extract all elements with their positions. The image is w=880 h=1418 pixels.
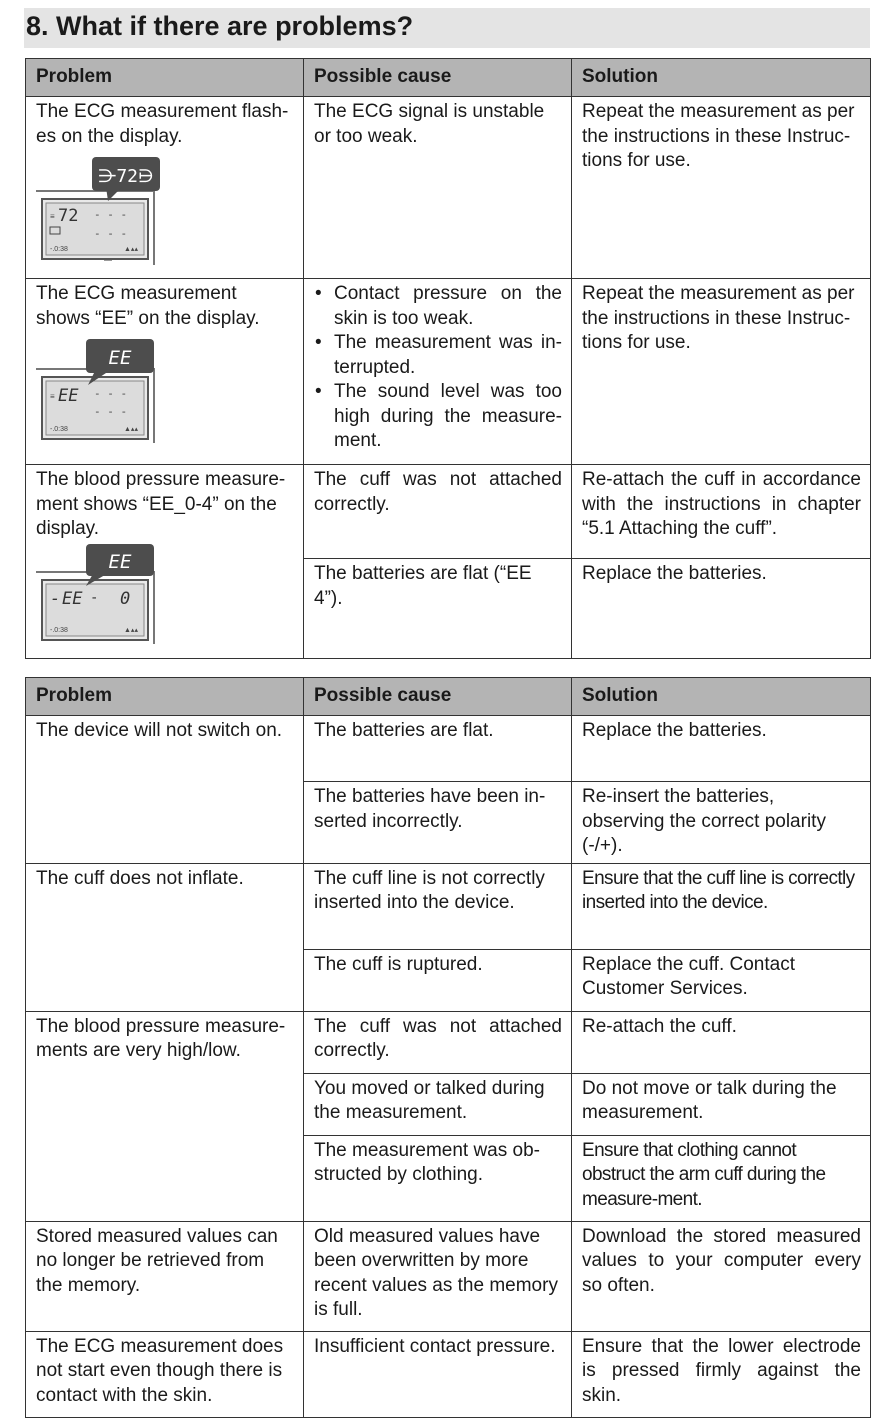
lcd-digit: 0 xyxy=(120,588,131,609)
problem-text: Stored measured values can no longer be retrieved from the memory. xyxy=(36,1225,278,1296)
svg-text:- - -: - - - xyxy=(94,387,128,400)
problem-text: The ECG measurement shows “EE” on the display. xyxy=(36,283,260,329)
cause-cell xyxy=(304,1331,572,1417)
svg-text:-.0:38: -.0:38 xyxy=(50,426,68,433)
problem-cell xyxy=(26,1011,304,1221)
problem-text: The device will not switch on. xyxy=(36,720,283,741)
header-problem: Problem xyxy=(26,678,304,716)
solution-cell xyxy=(572,1073,871,1135)
cause-cell xyxy=(304,949,572,1011)
solution-text: Ensure that clothing cannot obstruct the arm cuff during the measure-ment. xyxy=(582,1139,826,1210)
cause-cell xyxy=(304,782,572,864)
header-row xyxy=(26,678,871,716)
svg-text:-.0:38: -.0:38 xyxy=(50,626,68,634)
svg-text:-: - xyxy=(50,588,61,609)
cause-text: The cuff is ruptured. xyxy=(314,953,483,975)
table-row xyxy=(26,1331,871,1417)
svg-text:- - -: - - - xyxy=(94,405,128,418)
table-row xyxy=(26,279,871,465)
problem-cell xyxy=(26,465,304,659)
cause-cell xyxy=(304,1135,572,1221)
cause-list-item: • Contact pressure on the skin is too weak. xyxy=(334,282,562,331)
table-row xyxy=(26,716,871,782)
cause-text: The cuff was not attached correctly. xyxy=(314,1015,562,1061)
solution-text: Re-insert the batteries, observing the correct polarity (-/+). xyxy=(582,786,826,856)
cause-text: Old measured values have been overwritten by more recent values as the memory is full. xyxy=(314,1225,558,1320)
lcd-display-illustration xyxy=(36,157,166,265)
solution-cell xyxy=(572,1135,871,1221)
cause-cell xyxy=(304,559,572,659)
solution-text: Re-attach the cuff in accordance with the instructions in chapter “5.1 Attaching the cuff”. xyxy=(582,469,861,539)
solution-text: Ensure that the lower electrode is pressed firmly against the skin. xyxy=(582,1335,861,1406)
cause-cell xyxy=(304,279,572,465)
lcd-display-illustration xyxy=(36,544,166,644)
header-row xyxy=(26,59,871,97)
cause-list-item: • The measurement was in-terrupted. xyxy=(334,331,562,380)
solution-cell xyxy=(572,559,871,659)
cause-cell xyxy=(304,97,572,279)
solution-cell xyxy=(572,97,871,279)
table-row xyxy=(26,1221,871,1331)
cause-text: Insufficient contact pressure. xyxy=(314,1335,556,1357)
cause-text: The measurement was ob-structed by clothing. xyxy=(314,1139,540,1185)
table-row xyxy=(26,1011,871,1073)
solution-cell xyxy=(572,782,871,864)
solution-text: Replace the batteries. xyxy=(582,720,767,741)
table-row xyxy=(26,465,871,559)
lcd-value: EE xyxy=(58,386,79,406)
svg-text:-: - xyxy=(90,589,99,606)
solution-text: Replace the batteries. xyxy=(582,563,767,584)
svg-text:≡: ≡ xyxy=(50,212,55,221)
solution-cell xyxy=(572,949,871,1011)
solution-text: Repeat the measurement as per the instructions in these Instruc-tions for use. xyxy=(582,283,855,353)
svg-text:▲▴▴: ▲▴▴ xyxy=(124,426,138,433)
problem-text: The blood pressure measure-ment shows “EE_0-4” on the display. xyxy=(36,469,286,539)
cause-cell xyxy=(304,465,572,559)
svg-text:-.0:38: -.0:38 xyxy=(50,246,68,253)
cause-cell xyxy=(304,1221,572,1331)
cause-text: You moved or talked during the measurement. xyxy=(314,1077,545,1123)
table-row xyxy=(26,97,871,279)
lcd-bubble-text: EE xyxy=(108,347,132,369)
cause-cell xyxy=(304,1073,572,1135)
solution-cell xyxy=(572,863,871,949)
cause-text: The cuff line is not correctly inserted into the device. xyxy=(314,867,545,913)
problem-text: The cuff does not inflate. xyxy=(36,867,244,889)
solution-cell xyxy=(572,1011,871,1073)
cause-text: The batteries have been in-serted incorrectly. xyxy=(314,786,546,832)
solution-text: Repeat the measurement as per the instructions in these Instruc-tions for use. xyxy=(582,101,855,171)
solution-cell xyxy=(572,279,871,465)
svg-text:≡: ≡ xyxy=(50,392,55,401)
lcd-display-illustration xyxy=(36,339,166,443)
svg-text:- - -: - - - xyxy=(94,227,128,240)
header-cause: Possible cause xyxy=(304,678,572,716)
problem-text: The blood pressure measure-ments are very high/low. xyxy=(36,1015,286,1061)
header-solution: Solution xyxy=(572,59,871,97)
problem-cell xyxy=(26,1331,304,1417)
problem-cell xyxy=(26,716,304,864)
lcd-value: EE xyxy=(62,588,83,609)
cause-cell xyxy=(304,863,572,949)
svg-text:▲▴▴: ▲▴▴ xyxy=(124,626,138,634)
solution-cell xyxy=(572,1221,871,1331)
problem-cell xyxy=(26,1221,304,1331)
svg-text:- - -: - - - xyxy=(94,208,128,221)
problem-text: The ECG measurement flash-es on the display. xyxy=(36,101,289,147)
header-cause: Possible cause xyxy=(304,59,572,97)
lcd-bubble-text: ⋺72⋻ xyxy=(98,166,154,187)
cause-text: The ECG signal is unstable or too weak. xyxy=(314,101,545,147)
problem-cell xyxy=(26,279,304,465)
lcd-value: 72 xyxy=(58,206,79,226)
cause-list xyxy=(314,282,562,454)
table-row xyxy=(26,863,871,949)
solution-text: Do not move or talk during the measurement. xyxy=(582,1077,837,1123)
lcd-bubble-text: EE xyxy=(108,550,132,573)
cause-list-item: • The sound level was too high during the measure-ment. xyxy=(334,380,562,454)
header-solution: Solution xyxy=(572,678,871,716)
cause-text: The batteries are flat. xyxy=(314,720,494,741)
solution-text: Re-attach the cuff. xyxy=(582,1015,737,1037)
solution-cell xyxy=(572,1331,871,1417)
header-problem: Problem xyxy=(26,59,304,97)
problem-cell xyxy=(26,863,304,1011)
title-bar xyxy=(24,8,870,48)
cause-cell xyxy=(304,716,572,782)
solution-text: Replace the cuff. Contact Customer Services. xyxy=(582,953,795,999)
svg-text:▲▴▴: ▲▴▴ xyxy=(124,246,138,253)
solution-cell xyxy=(572,465,871,559)
troubleshooting-table-2 xyxy=(25,677,871,1418)
problem-text: The ECG measurement does not start even though there is contact with the skin. xyxy=(36,1335,284,1406)
solution-text: Ensure that the cuff line is correctly inserted into the device. xyxy=(582,867,855,913)
cause-cell xyxy=(304,1011,572,1073)
cause-text: The cuff was not attached correctly. xyxy=(314,469,562,515)
page-title: 8. What if there are problems? xyxy=(26,11,414,41)
solution-text: Download the stored measured values to your computer every so often. xyxy=(582,1225,861,1296)
problem-cell xyxy=(26,97,304,279)
solution-cell xyxy=(572,716,871,782)
cause-text: The batteries are flat (“EE 4”). xyxy=(314,563,532,609)
troubleshooting-table-1 xyxy=(25,58,871,659)
